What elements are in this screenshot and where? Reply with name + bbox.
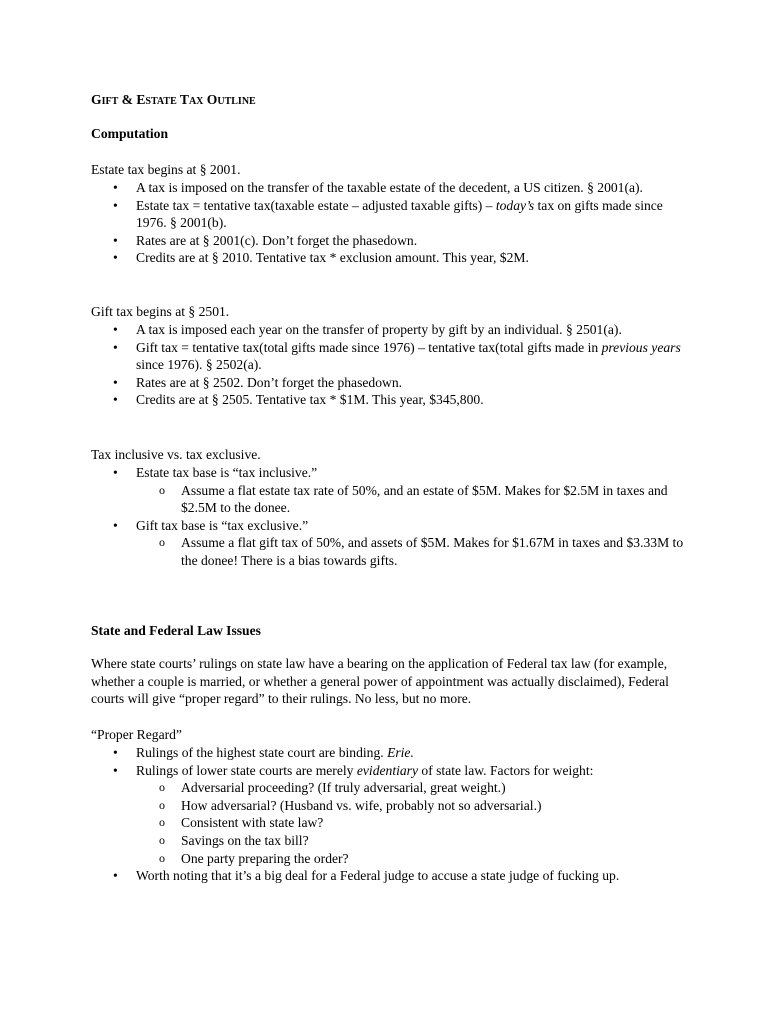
item-text: of state law. Factors for weight:: [418, 762, 594, 778]
proper-regard-heading: “Proper Regard”: [91, 727, 182, 742]
gift-list: [91, 321, 691, 409]
item-text: A tax is imposed each year on the transfer of property by gift by an individual. § 2501(a).: [136, 322, 622, 337]
list-item: [91, 197, 691, 232]
item-text: Rulings of lower state courts are merely: [136, 762, 357, 778]
item-text: Estate tax base is “tax inclusive.”: [136, 465, 318, 480]
item-text: Gift tax = tentative tax(total gifts made since 1976) – tentative tax(total gifts made in: [136, 339, 602, 355]
list-item: [91, 867, 691, 885]
item-text: Credits are at § 2010. Tentative tax * exclusion amount. This year, $2M.: [136, 250, 529, 266]
list-item: [91, 374, 691, 392]
state-federal-paragraph: Where state courts’ rulings on state law have a bearing on the application of Federal tax law (for example, whether a couple is married, or whether a general power of appointment was actually disclaimed), Federal courts will give “proper regard” to their rulings. No less, but no more.: [91, 656, 669, 707]
list-item: [91, 762, 691, 868]
item-text: Consistent with state law?: [181, 815, 324, 831]
item-text: One party preparing the order?: [181, 850, 349, 866]
item-text: Assume a flat gift tax of 50%, and assets of $5M. Makes for $1.67M in taxes and $3.33M to the donee! There is a bias towards gifts.: [181, 535, 684, 568]
list-item: [91, 249, 691, 267]
document-title: Gift & Estate Tax Outline: [91, 92, 256, 107]
item-text: Savings on the tax bill?: [181, 832, 309, 848]
section-heading-computation: Computation: [91, 126, 169, 141]
sub-list-item: [136, 832, 691, 850]
list-item: [91, 391, 691, 409]
item-emphasis: Erie.: [387, 745, 414, 760]
inclusive-intro: Tax inclusive vs. tax exclusive.: [91, 447, 261, 462]
item-emphasis: evidentiary: [356, 762, 418, 778]
item-text: since 1976). § 2502(a).: [136, 357, 262, 373]
item-text: Credits are at § 2505. Tentative tax * $1M. This year, $345,800.: [136, 392, 484, 408]
factor-list: [136, 779, 691, 867]
item-text: Rates are at § 2502. Don’t forget the phasedown.: [136, 374, 403, 390]
section-heading-state-federal: State and Federal Law Issues: [91, 623, 261, 638]
sub-list-item: [136, 797, 691, 815]
estate-intro: Estate tax begins at § 2001.: [91, 162, 241, 177]
item-text: Rates are at § 2001(c). Don’t forget the phasedown.: [136, 232, 418, 248]
item-text: A tax is imposed on the transfer of the taxable estate of the decedent, a US citizen. § 2001(a).: [136, 180, 643, 195]
list-item: [91, 744, 691, 762]
sub-list-item: [136, 779, 691, 797]
sub-list-item: [136, 482, 691, 517]
list-item: [91, 464, 691, 517]
gift-intro: Gift tax begins at § 2501.: [91, 304, 230, 319]
item-text: Worth noting that it’s a big deal for a Federal judge to accuse a state judge of fucking up.: [136, 868, 620, 884]
inclusive-list: [91, 464, 691, 570]
item-text: How adversarial? (Husband vs. wife, probably not so adversarial.): [181, 797, 542, 813]
item-text: Adversarial proceeding? (If truly adversarial, great weight.): [181, 780, 506, 796]
item-text: Assume a flat estate tax rate of 50%, and an estate of $5M. Makes for $2.5M in taxes and $2.5M to the donee.: [181, 482, 668, 516]
sub-list-item: [136, 850, 691, 868]
list-item: [91, 321, 691, 339]
estate-list: [91, 179, 691, 267]
sub-list: [136, 534, 691, 569]
item-emphasis: today’s: [495, 197, 535, 213]
list-item: [91, 179, 691, 197]
item-text: Gift tax base is “tax exclusive.”: [136, 517, 309, 533]
sub-list: [136, 482, 691, 517]
proper-regard-list: [91, 744, 691, 885]
sub-list-item: [136, 534, 691, 569]
item-text: tax on gifts made since 1976. § 2001(b).: [136, 197, 663, 231]
item-text: Estate tax = tentative tax(taxable estate – adjusted taxable gifts) –: [136, 197, 496, 213]
item-text: Rulings of the highest state court are binding.: [136, 745, 388, 760]
list-item: [91, 339, 691, 374]
item-emphasis: previous years: [601, 339, 681, 355]
sub-list-item: [136, 814, 691, 832]
list-item: [91, 517, 691, 570]
list-item: [91, 232, 691, 250]
